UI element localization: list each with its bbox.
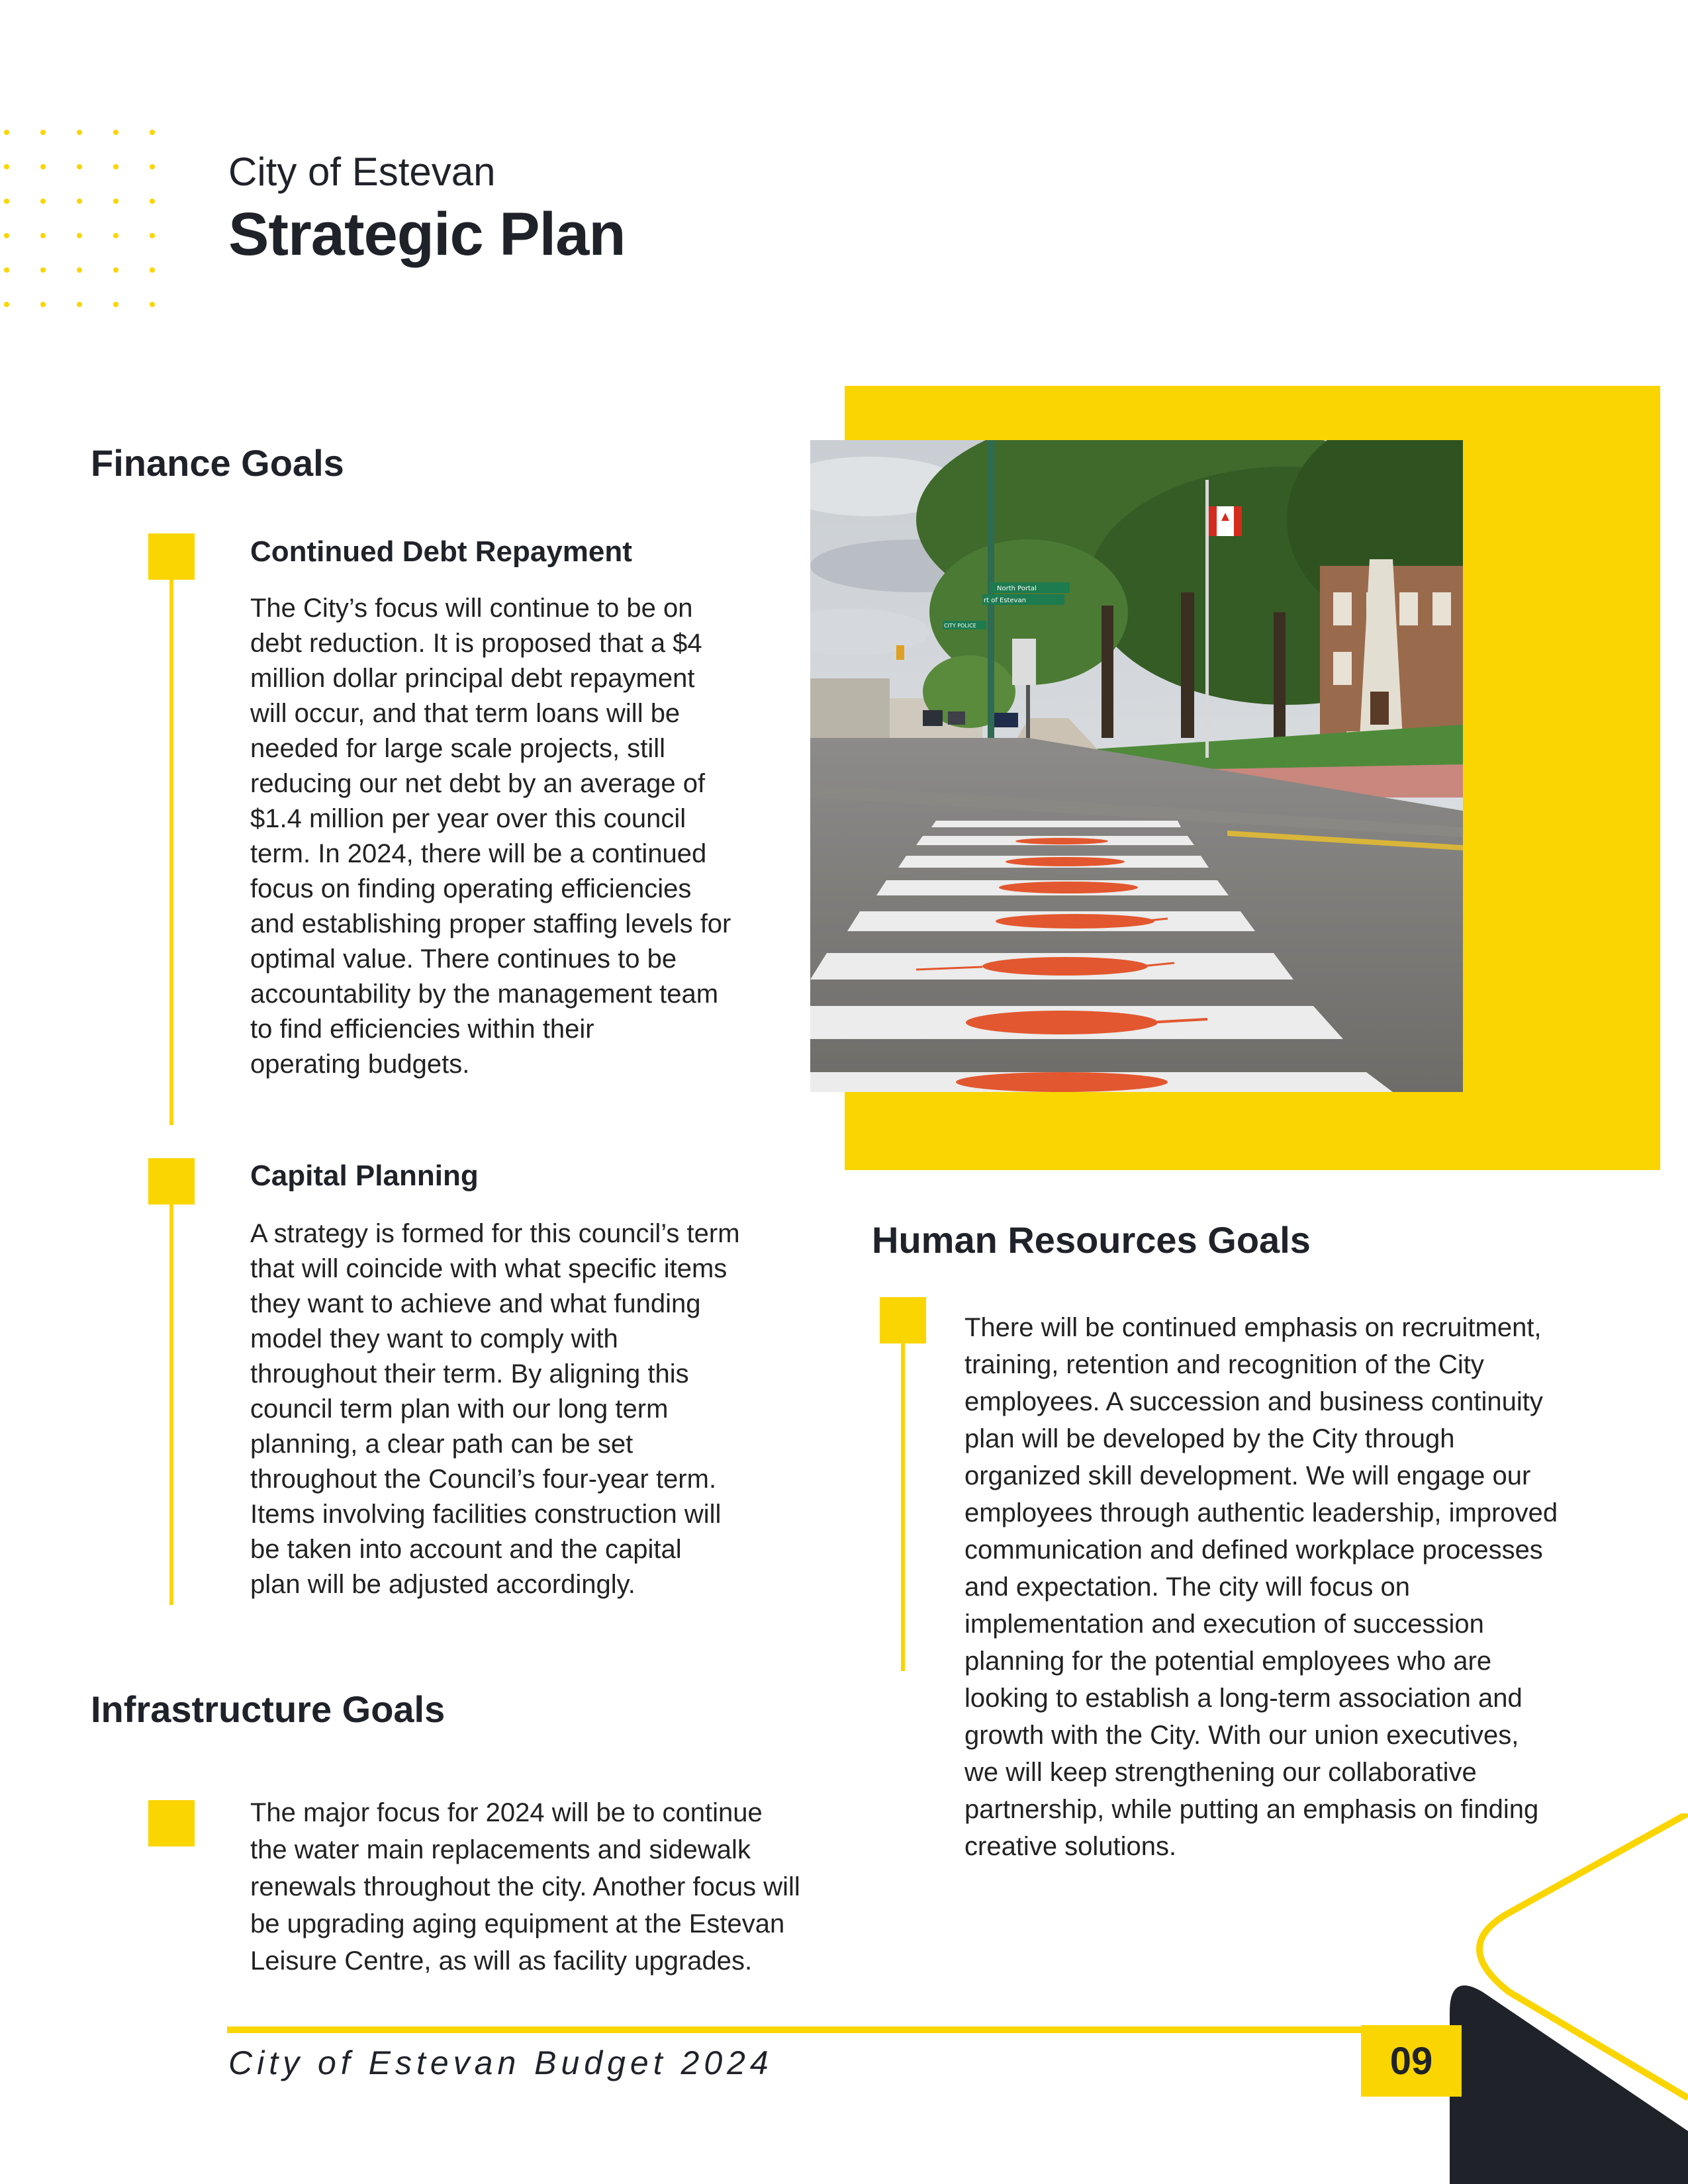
infrastructure-goals-heading: Infrastructure Goals — [91, 1688, 445, 1730]
dot-grid-decoration — [0, 126, 159, 311]
finance-timeline-line — [169, 543, 173, 1125]
debt-repayment-title: Continued Debt Repayment — [250, 535, 632, 568]
footer-rule — [227, 2026, 1462, 2033]
capital-marker — [148, 1158, 195, 1205]
infrastructure-text: The major focus for 2024 will be to continue the water main replacements and sidewalk renewals throughout the city. Another focus will be upgrading aging equipment at the Estevan Leisure Centre, as will as facility upgrades. — [250, 1798, 800, 1976]
footer-title: City of Estevan Budget 2024 — [228, 2044, 773, 2081]
infrastructure-marker — [148, 1800, 195, 1846]
capital-planning-title: Capital Planning — [250, 1160, 479, 1192]
hr-timeline-line — [901, 1314, 905, 1671]
hr-marker — [880, 1297, 926, 1343]
street-sign-city-police: CITY POLICE — [944, 623, 976, 629]
capital-planning-text: A strategy is formed for this council’s term that will coincide with what specific items they want to achieve and what funding model they want to comply with throughout their term. By aligning this council term plan with our long term planning, a clear path can be set throughout the Council’s four-year term. Items involving facilities construction will be taken into account and the capital plan will be adjusted accordingly. — [250, 1219, 740, 1599]
crosswalk-photo — [810, 440, 1463, 1092]
document-subtitle: City of Estevan — [228, 150, 496, 194]
street-sign-north-portal: North Portal — [997, 585, 1037, 592]
debt-repayment-text: The City’s focus will continue to be on debt reduction. It is proposed that a $4 million dollar principal debt repayment will occur, and that term loans will be needed for large scale projects, still reducing our net debt by an average of $1.4 million per year over this council term. In 2024, there will be a continued focus on finding operating efficiencies and establishing proper staffing levels for optimal value. There continues to be accountability by the management team to find efficiencies within their operating budgets. — [250, 594, 731, 1079]
debt-marker — [148, 533, 195, 580]
capital-timeline-line — [169, 1165, 173, 1605]
document-title: Strategic Plan — [228, 201, 626, 268]
street-sign-estevan: rt of Estevan — [984, 597, 1027, 604]
page-number: 09 — [1389, 2040, 1433, 2083]
finance-goals-heading: Finance Goals — [91, 442, 344, 484]
corner-decoration — [1410, 1813, 1688, 2184]
hr-goals-text: There will be continued emphasis on recruitment, training, retention and recognition of the City employees. A succession and business continuity plan will be developed by the City through organized skill development. We will engage our employees through authentic leadership, improved communication and defined workplace processes and expectation. The city will focus on implementation and execution of succession planning for the potential employees who are looking to establish a long-term association and growth with the City. With our union executives, we will keep strengthening our collaborative partnership, while putting an emphasis on finding creative solutions. — [964, 1313, 1558, 1861]
hr-goals-heading: Human Resources Goals — [872, 1219, 1311, 1261]
